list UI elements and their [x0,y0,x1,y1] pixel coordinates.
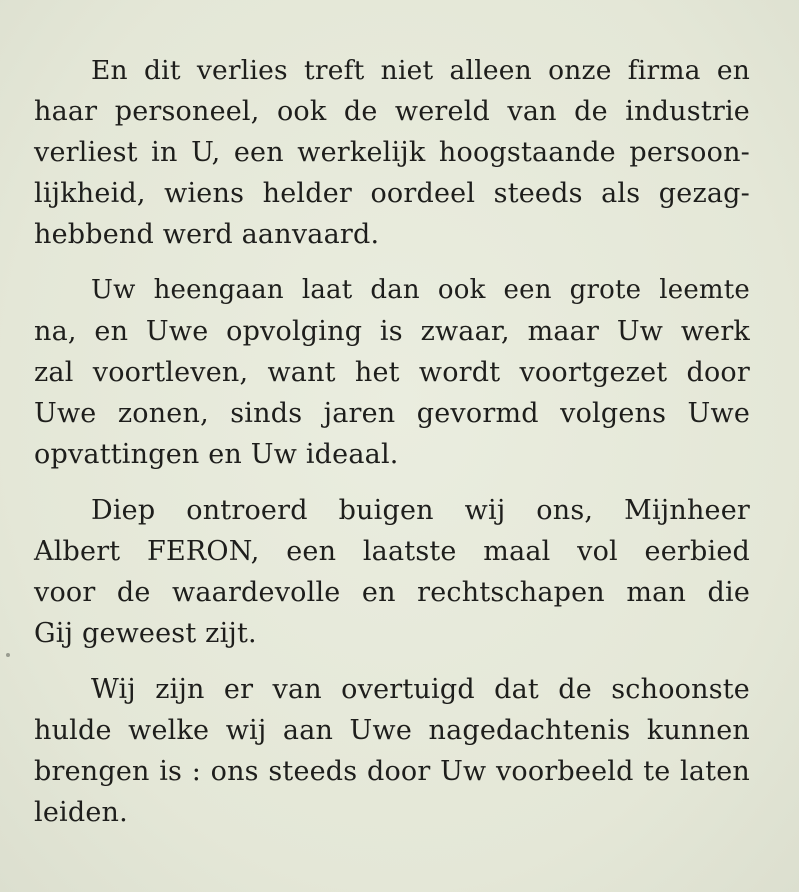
text-line: na, en Uwe opvolging is zwaar, maar Uw werk [34,316,750,347]
text-line: Diep ontroerd buigen wij ons, Mijnheer [91,495,750,526]
text-line: Uwe zonen, sinds jaren gevormd volgens Uwe [34,398,750,429]
text-line: Uw heengaan laat dan ook een grote leemte [91,275,750,305]
text-line: opvattingen en Uw ideaal. [34,439,399,470]
paragraph-4 [34,669,750,833]
paper-speck [6,653,10,657]
paragraph-3 [34,490,750,654]
text-line: zal voortleven, want het wordt voortgezet door [34,357,750,388]
text-line: verliest in U, een werkelijk hoogstaande persoon- [34,137,750,168]
text-line: En dit verlies treft niet alleen onze firma en [91,55,750,86]
text-line: haar personeel, ook de wereld van de industrie [34,96,750,127]
text-line: Wij zijn er van overtuigd dat de schoonste [91,674,750,705]
text-line: Gij geweest zijt. [34,618,257,649]
text-line: Albert FERON, een laatste maal vol eerbied [34,536,750,567]
text-line: lijkheid, wiens helder oordeel steeds als gezag- [34,178,750,209]
paragraph-1 [34,50,750,255]
letter-body [34,50,750,848]
text-line: leiden. [34,797,128,828]
text-line: voor de waardevolle en rechtschapen man die [34,577,750,608]
text-line: brengen is : ons steeds door Uw voorbeeld te laten [34,756,750,787]
paragraph-2 [34,270,750,475]
text-line: hulde welke wij aan Uwe nagedachtenis kunnen [34,715,750,746]
text-line: hebbend werd aanvaard. [34,219,380,250]
